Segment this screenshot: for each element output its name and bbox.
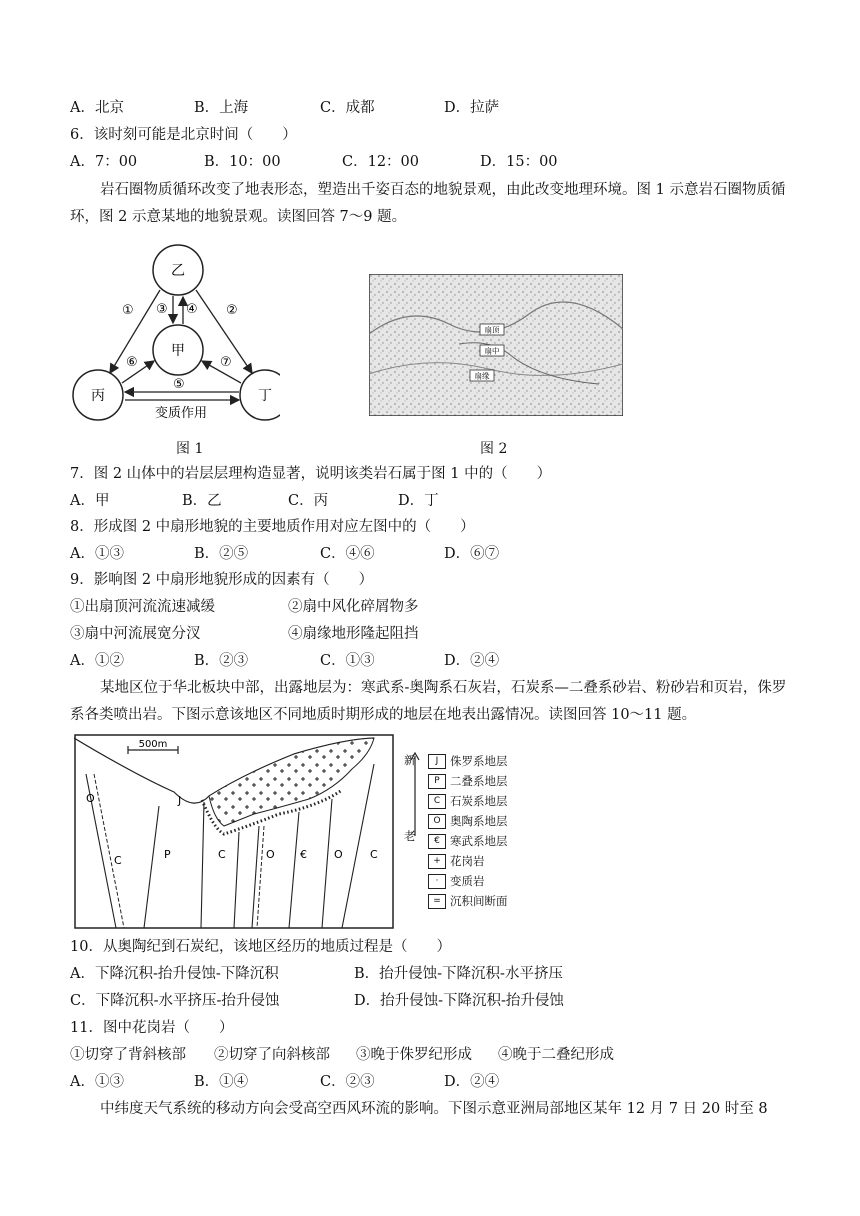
q11-item-1: ①切穿了背斜核部 — [70, 1047, 186, 1063]
q9-option-b: B．②③ — [194, 653, 249, 669]
q9-stem: 9．影响图 2 中扇形地貌形成的因素有（ ） — [70, 572, 374, 588]
q9-item-2: ②扇中风化碎屑物多 — [288, 599, 419, 615]
q8-option-a: A．①③ — [70, 546, 124, 562]
q8-stem: 8．形成图 2 中扇形地貌的主要地质作用对应左图中的（ ） — [70, 519, 475, 535]
stratum-c-2: C — [218, 848, 226, 861]
axis-new-label: 新 — [404, 753, 416, 767]
node-ding: 丁 — [258, 388, 272, 404]
q10-option-c: C．下降沉积-水平挤压-抬升侵蚀 — [70, 993, 280, 1009]
q9-option-d: D．②④ — [444, 653, 500, 669]
label-6: ⑥ — [126, 355, 138, 370]
stratum-j: J — [178, 794, 182, 807]
label-fan-apex: 扇顶 — [484, 325, 500, 335]
label-5: ⑤ — [173, 377, 185, 392]
q10-option-d: D．抬升侵蚀-下降沉积-抬升侵蚀 — [354, 993, 564, 1009]
q9-option-c: C．①③ — [320, 653, 375, 669]
label-4: ④ — [186, 302, 198, 317]
q10-stem: 10．从奥陶纪到石炭纪，该地区经历的地质过程是（ ） — [70, 939, 451, 955]
node-yi: 乙 — [171, 263, 185, 279]
legend-ordovician: O 奥陶系地层 — [428, 812, 508, 830]
scale-label: 500m — [138, 739, 168, 750]
legend-cambrian: € 寒武系地层 — [428, 832, 508, 850]
legend-carboniferous: C 石炭系地层 — [428, 792, 508, 810]
q9-item-1: ①出扇顶河流流速减缓 — [70, 599, 215, 615]
stratum-cambrian: € — [300, 848, 307, 861]
q7-option-a: A．甲 — [70, 493, 110, 509]
q6-stem: 6．该时刻可能是北京时间（ ） — [70, 127, 297, 143]
intro-10-11: 某地区位于华北板块中部，出露地层为：寒武系-奥陶系石灰岩，石炭系—二叠系砂岩、粉砂岩和页岩，侏罗系各类喷出岩。下图示意该地区不同地质时期形成的地层在地表出露情况。读图回答 10～11 题。 — [70, 680, 787, 723]
q7-option-b: B．乙 — [182, 493, 222, 509]
q10-option-a: A．下降沉积-抬升侵蚀-下降沉积 — [70, 966, 279, 982]
figure-2-landform-photo — [369, 274, 623, 416]
label-fan-edge: 扇缘 — [474, 371, 490, 381]
q5-option-b: B．上海 — [194, 100, 249, 116]
label-3: ③ — [156, 302, 168, 317]
intro-7-9: 岩石圈物质循环改变了地表形态，塑造出千姿百态的地貌景观，由此改变地理环境。图 1 示意岩石圈物质循环，图 2 示意某地的地貌景观。读图回答 7～9 题。 — [70, 182, 786, 225]
label-fan-middle: 扇中 — [484, 346, 500, 356]
q9-item-3: ③扇中河流展宽分汊 — [70, 626, 201, 642]
q11-item-4: ④晚于二叠纪形成 — [498, 1047, 614, 1063]
q9-item-4: ④扇缘地形隆起阻挡 — [288, 626, 419, 642]
q7-stem: 7．图 2 山体中的岩层层理构造显著，说明该类岩石属于图 1 中的（ ） — [70, 466, 552, 482]
q6-option-a: A．7：00 — [70, 154, 138, 170]
q7-option-d: D．丁 — [398, 493, 439, 509]
stratum-o-2: O — [334, 848, 343, 861]
q10-option-b: B．抬升侵蚀-下降沉积-水平挤压 — [354, 966, 563, 982]
q9-option-a: A．①② — [70, 653, 124, 669]
intro-12: 中纬度天气系统的移动方向会受高空西风环流的影响。下图示意亚洲局部地区某年 12 月 7 日 20 时至 8 — [100, 1101, 768, 1117]
legend-metamorphic: · 变质岩 — [428, 872, 485, 890]
figure-2-caption: 图 2 — [480, 441, 508, 457]
stratum-c-1: C — [114, 854, 122, 867]
q8-option-d: D．⑥⑦ — [444, 546, 500, 562]
age-arrow-icon — [408, 752, 420, 840]
q11-option-b: B．①④ — [194, 1074, 249, 1090]
label-1: ① — [122, 303, 134, 318]
q6-option-c: C．12：00 — [342, 154, 419, 170]
q5-option-a: A．北京 — [70, 100, 124, 116]
label-7: ⑦ — [220, 355, 232, 370]
stratum-o-1: O — [266, 848, 275, 861]
q11-item-2: ②切穿了向斜核部 — [214, 1047, 330, 1063]
q11-item-3: ③晚于侏罗纪形成 — [356, 1047, 472, 1063]
q5-option-c: C．成都 — [320, 100, 375, 116]
legend-granite: + 花岗岩 — [428, 852, 485, 870]
q6-option-b: B．10：00 — [204, 154, 281, 170]
q8-option-b: B．②⑤ — [194, 546, 249, 562]
stratum-c-3: C — [370, 848, 378, 861]
geological-map — [74, 734, 394, 929]
axis-old-label: 老 — [404, 829, 416, 843]
q5-option-d: D．拉萨 — [444, 100, 500, 116]
legend-permian: P 二叠系地层 — [428, 772, 508, 790]
legend-unconformity: = 沉积间断面 — [428, 892, 508, 910]
q7-option-c: C．丙 — [288, 493, 329, 509]
q11-stem: 11．图中花岗岩（ ） — [70, 1020, 234, 1036]
q11-option-a: A．①③ — [70, 1074, 124, 1090]
stratum-p: P — [164, 848, 171, 861]
q8-option-c: C．④⑥ — [320, 546, 375, 562]
legend-jurassic: J 侏罗系地层 — [428, 752, 508, 770]
q11-option-d: D．②④ — [444, 1074, 500, 1090]
node-bing: 丙 — [91, 388, 105, 404]
label-2: ② — [226, 303, 238, 318]
node-jia: 甲 — [171, 343, 185, 359]
figure-1-rock-cycle — [60, 240, 280, 425]
label-metamorphism: 变质作用 — [154, 406, 208, 421]
figure-1-caption: 图 1 — [176, 441, 204, 457]
stratum-o-left: O — [86, 792, 95, 805]
q6-option-d: D．15：00 — [480, 154, 558, 170]
q11-option-c: C．②③ — [320, 1074, 375, 1090]
